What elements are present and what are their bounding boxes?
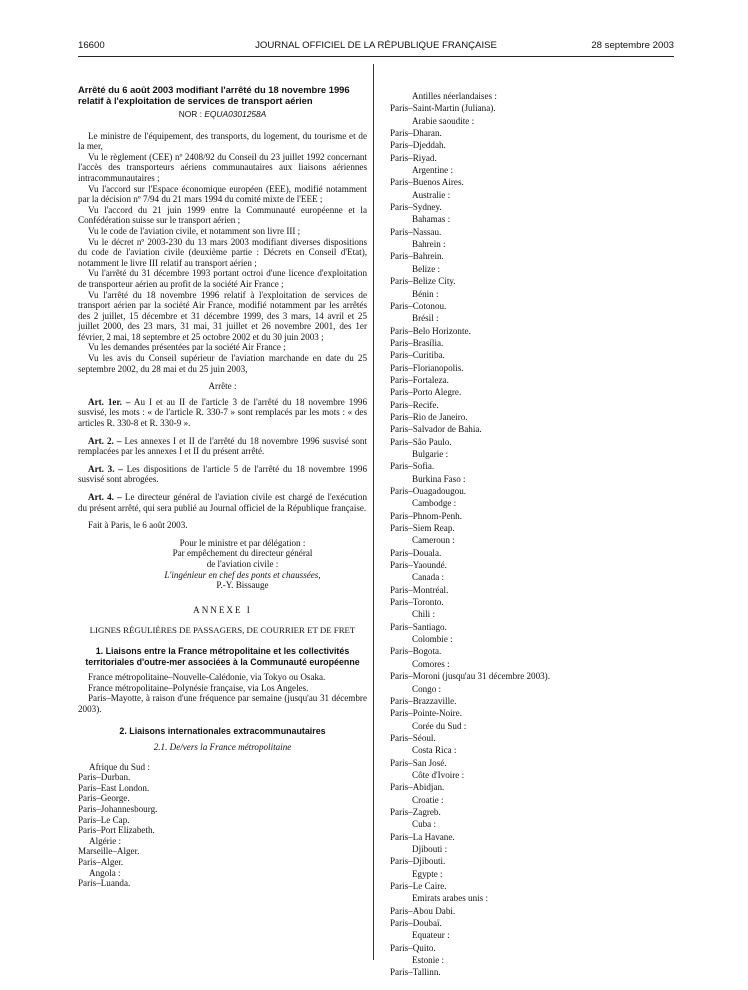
route-item: Paris–Nassau.: [390, 226, 442, 237]
preamble-paragraph: Vu l'accord du 21 juin 1999 entre la Communauté européenne et la Confédération suisse sur le transport aérien ;: [78, 204, 367, 226]
route-item: Paris–Johannesbourg.: [78, 804, 158, 815]
route-item: Paris–Abou Dabi.: [390, 905, 456, 916]
country-heading: Arabie saoudite :: [412, 115, 475, 126]
route-item: Paris–Santiago.: [390, 621, 447, 632]
route-item: Paris–Montréal.: [390, 584, 449, 595]
country-heading: Antilles néerlandaises :: [412, 91, 497, 101]
route-item: Paris–George.: [78, 793, 130, 804]
route-item: Paris–Séoul.: [390, 732, 436, 743]
preamble-paragraph: Vu le décret nº 2003-230 du 13 mars 2003 modifiant diverses dispositions du code de l'aviation civile (deuxième partie : Décrets en Conseil d'Etat), notamment le livre III relatif au transport aérien ;: [78, 236, 367, 268]
route-item: Paris–Phnom-Penh.: [390, 510, 462, 521]
country-heading: Algérie :: [89, 835, 122, 846]
route-item: Paris–Bogota.: [390, 646, 442, 657]
signature-block: [118, 538, 367, 591]
article: [78, 436, 367, 457]
section-1-lines: [78, 672, 367, 714]
signatory-name: P.-Y. Bissauge: [216, 580, 269, 591]
route-item: Paris–Ouagadougou.: [390, 486, 467, 496]
route-item: Paris–Douala.: [390, 547, 442, 558]
route-item: Paris–Luanda.: [78, 878, 131, 889]
right-column: [390, 90, 680, 979]
page-header: [78, 40, 674, 54]
route-item: Paris–Florianopolis.: [390, 362, 464, 373]
route-item: Paris–Pointe-Noire.: [390, 708, 462, 719]
route-item: Paris–Salvador de Bahia.: [390, 424, 482, 435]
route-item: Paris–Riyad.: [390, 152, 437, 163]
route-item: Paris–Sofia.: [390, 461, 435, 472]
route-item: Paris–Moroni (jusqu'au 31 décembre 2003).: [390, 671, 550, 682]
country-heading: Costa Rica :: [412, 745, 457, 756]
nor-reference: [78, 109, 367, 120]
country-heading: Emirats arabes unis :: [412, 893, 489, 904]
route-item: Paris–Sydney.: [390, 202, 442, 213]
preamble-paragraph: Vu le règlement (CEE) nº 2408/92 du Conseil du 23 juillet 1992 concernant l'accès des transporteurs aériens communautaires aux liaisons aériennes intracommunautaires ;: [78, 151, 367, 183]
article-number: Art. 1er. –: [88, 396, 131, 407]
publication-date: 28 septembre 2003: [591, 40, 674, 51]
header-rule: [78, 56, 674, 57]
country-heading: Corée du Sud :: [412, 720, 467, 731]
nor-label: NOR :: [178, 109, 202, 119]
country-heading: Congo :: [412, 683, 442, 694]
article-text: Les annexes I et II de l'arrêté du 18 novembre 1996 susvisé sont remplacées par les annexes I et II du présent arrêté.: [78, 435, 367, 457]
country-heading: Bulgarie :: [412, 448, 449, 459]
route-item: Paris–Belo Horizonte.: [390, 325, 471, 336]
article-number: Art. 4. –: [88, 492, 122, 502]
preamble-paragraph: Vu l'arrêté du 31 décembre 1993 portant octroi d'une licence d'exploitation de transporteur aérien au profit de la société Air France ;: [78, 268, 367, 289]
preamble-paragraph: Vu les demandes présentées par la société Air France ;: [88, 342, 286, 353]
route-item: Paris–Port Elizabeth.: [78, 825, 155, 836]
section-2-title: 2. Liaisons internationales extracommunautaires: [119, 725, 326, 736]
annexe-subtitle: LIGNES RÉGULIÈRES DE PASSAGERS, DE COURRIER ET DE FRET: [89, 625, 356, 636]
route-item: Paris–Quito.: [390, 942, 436, 953]
route-item: Paris–Belize City.: [390, 276, 456, 287]
country-heading: Comores :: [412, 658, 450, 669]
route-item: Paris–Durban.: [78, 772, 131, 783]
preamble-paragraph: Vu l'arrêté du 18 novembre 1996 relatif à l'exploitation de services de transport aérien par la société Air France, modifié notamment par les arrêtés des 2 juillet, 15 décembre et 31 décembre 1999, des 3 mars, 14 avril et 25 juillet 2000, des 23 mars, 31 mai, 31 juillet et 26 novembre 2001, des 1er février, 2 mai, 18 septembre et 25 octobre 2002 et du 30 juin 2003 ;: [78, 289, 367, 342]
route-item: Paris–Le Cap.: [78, 814, 130, 825]
country-heading: Egypte :: [412, 868, 443, 879]
country-heading: Cameroun :: [412, 535, 455, 546]
route-item: Paris–Alger.: [78, 857, 124, 868]
preamble-paragraph: Vu les avis du Conseil supérieur de l'aviation marchande en date du 25 septembre 2002, du 28 mai et du 25 juin 2003,: [78, 353, 367, 374]
country-heading: Chili :: [412, 609, 435, 620]
articles: [78, 397, 367, 513]
route-item: Paris–Buenos Aires.: [390, 177, 464, 188]
section-2-subtitle: 2.1. De/vers la France métropolitaine: [153, 742, 292, 753]
route-item: Paris–Djeddah.: [390, 140, 446, 151]
route-item: Paris–Rio de Janeiro.: [390, 411, 468, 422]
country-heading: Colombie :: [412, 634, 453, 645]
route-item: Paris–Siem Reap.: [390, 523, 455, 534]
country-heading: Bahrein :: [412, 239, 446, 250]
country-heading: Belize :: [412, 263, 441, 274]
route-item: Paris–São Paulo.: [390, 436, 452, 447]
article-text: Le directeur général de l'aviation civile est chargé de l'exécution du présent arrêté, qui sera publié au Journal officiel de la République française.: [78, 492, 367, 513]
arrete-label: Arrête :: [208, 381, 237, 392]
route-item: Paris–La Havane.: [390, 831, 455, 842]
route-item: Paris–Saint-Martin (Juliana).: [390, 103, 496, 114]
route-item: Paris–Dharan.: [390, 128, 442, 139]
route-item: Paris–Yaoundé.: [390, 560, 447, 571]
route-list-left: [78, 762, 367, 889]
route-item: Paris–Doubaï.: [390, 918, 442, 929]
journal-title: JOURNAL OFFICIEL DE LA RÉPUBLIQUE FRANÇAISE: [255, 40, 497, 51]
route-item: Paris–Curitiba.: [390, 350, 445, 361]
article-number: Art. 3. –: [88, 463, 123, 474]
route-item: Paris–Brasília.: [390, 337, 444, 348]
done-at: Fait à Paris, le 6 août 2003.: [88, 520, 188, 531]
signature-line: Par empêchement du directeur général: [172, 548, 313, 559]
preamble: [78, 131, 367, 375]
signature-line: Pour le ministre et par délégation :: [179, 537, 306, 548]
country-heading: Croatie :: [412, 794, 444, 805]
article: [78, 397, 367, 429]
country-heading: Bahamas :: [412, 214, 451, 225]
section-1-line: France métropolitaine–Nouvelle-Calédonie, via Tokyo ou Osaka.: [88, 672, 326, 683]
article: [78, 492, 367, 513]
preamble-paragraph: Le ministre de l'équipement, des transports, du logement, du tourisme et de la mer,: [78, 130, 367, 152]
route-item: Paris–Brazzaville.: [390, 695, 457, 706]
route-item: Paris–Recife.: [390, 399, 439, 410]
signatory-title: L'ingénieur en chef des ponts et chaussées,: [164, 569, 321, 580]
country-heading: Afrique du Sud :: [89, 761, 150, 772]
country-heading: Cambodge :: [412, 498, 457, 509]
route-list-right: [390, 90, 680, 979]
country-heading: Cuba :: [412, 819, 436, 830]
signature-line: [118, 570, 367, 581]
column-divider: [373, 64, 374, 960]
decree-title: Arrêté du 6 août 2003 modifiant l'arrêté du 18 novembre 1996 relatif à l'exploitation de services de transport aérien: [78, 84, 350, 106]
country-heading: Australie :: [412, 189, 451, 200]
section-1-title: 1. Liaisons entre la France métropolitaine et les collectivités territoriales d'outre-mer associées à la Communauté européenne: [85, 645, 360, 667]
country-heading: Canada :: [412, 572, 445, 583]
country-heading: Côte d'Ivoire :: [412, 769, 465, 780]
route-item: Paris–Zagreb.: [390, 806, 441, 817]
route-item: Paris–East London.: [78, 782, 150, 793]
annexe-title: ANNEXE I: [193, 604, 252, 615]
left-column: [78, 84, 367, 889]
route-item: Paris–Cotonou.: [390, 300, 447, 311]
route-item: Paris–Le Caire.: [390, 881, 447, 891]
route-item: Paris–Fortaleza.: [390, 374, 449, 385]
route-item: Paris–San José.: [390, 757, 447, 768]
country-heading: Argentine :: [412, 165, 453, 176]
article-number: Art. 2. –: [88, 435, 122, 446]
route-item: Paris–Djibouti.: [390, 856, 446, 867]
article-text: Les dispositions de l'article 5 de l'arrêté du 18 novembre 1996 susvisé sont abrogées.: [78, 463, 367, 485]
section-1-line: Paris–Mayotte, à raison d'une fréquence par semaine (jusqu'au 31 décembre 2003).: [78, 693, 367, 714]
country-heading: Equateur :: [412, 930, 450, 941]
country-heading: Angola :: [89, 867, 121, 878]
country-heading: Estonie :: [412, 955, 445, 966]
preamble-paragraph: Vu le code de l'aviation civile, et notamment son livre III ;: [88, 225, 301, 236]
route-item: Paris–Tallinn.: [390, 967, 441, 978]
route-item: Paris–Bahrein.: [390, 251, 444, 262]
route-item: Marseille–Alger.: [78, 846, 140, 857]
signature-line: de l'aviation civile :: [206, 558, 279, 569]
country-heading: Bénin :: [412, 288, 439, 299]
article: [78, 464, 367, 485]
preamble-paragraph: Vu l'accord sur l'Espace économique européen (EEE), modifié notamment par la décision nº 7/94 du 21 mars 1994 du comité mixte de l'EEE ;: [78, 183, 367, 205]
section-1-line: France métropolitaine–Polynésie française, via Los Angeles.: [88, 682, 309, 693]
route-item: Paris–Abidjan.: [390, 782, 445, 793]
article-text: Au I et au II de l'article 3 de l'arrêté du 18 novembre 1996 susvisé, les mots : « de l'article R. 330-7 » sont remplacés par les mots : « des articles R. 330-8 et R. 330-9 ».: [78, 396, 367, 429]
route-item: Paris–Porto Alegre.: [390, 387, 462, 398]
country-heading: Burkina Faso :: [412, 473, 466, 484]
country-heading: Djibouti :: [412, 843, 448, 854]
page-number: 16600: [78, 40, 105, 51]
country-heading: Brésil :: [412, 313, 439, 324]
route-item: Paris–Toronto.: [390, 597, 444, 608]
nor-code: EQUA0301258A: [204, 109, 267, 119]
